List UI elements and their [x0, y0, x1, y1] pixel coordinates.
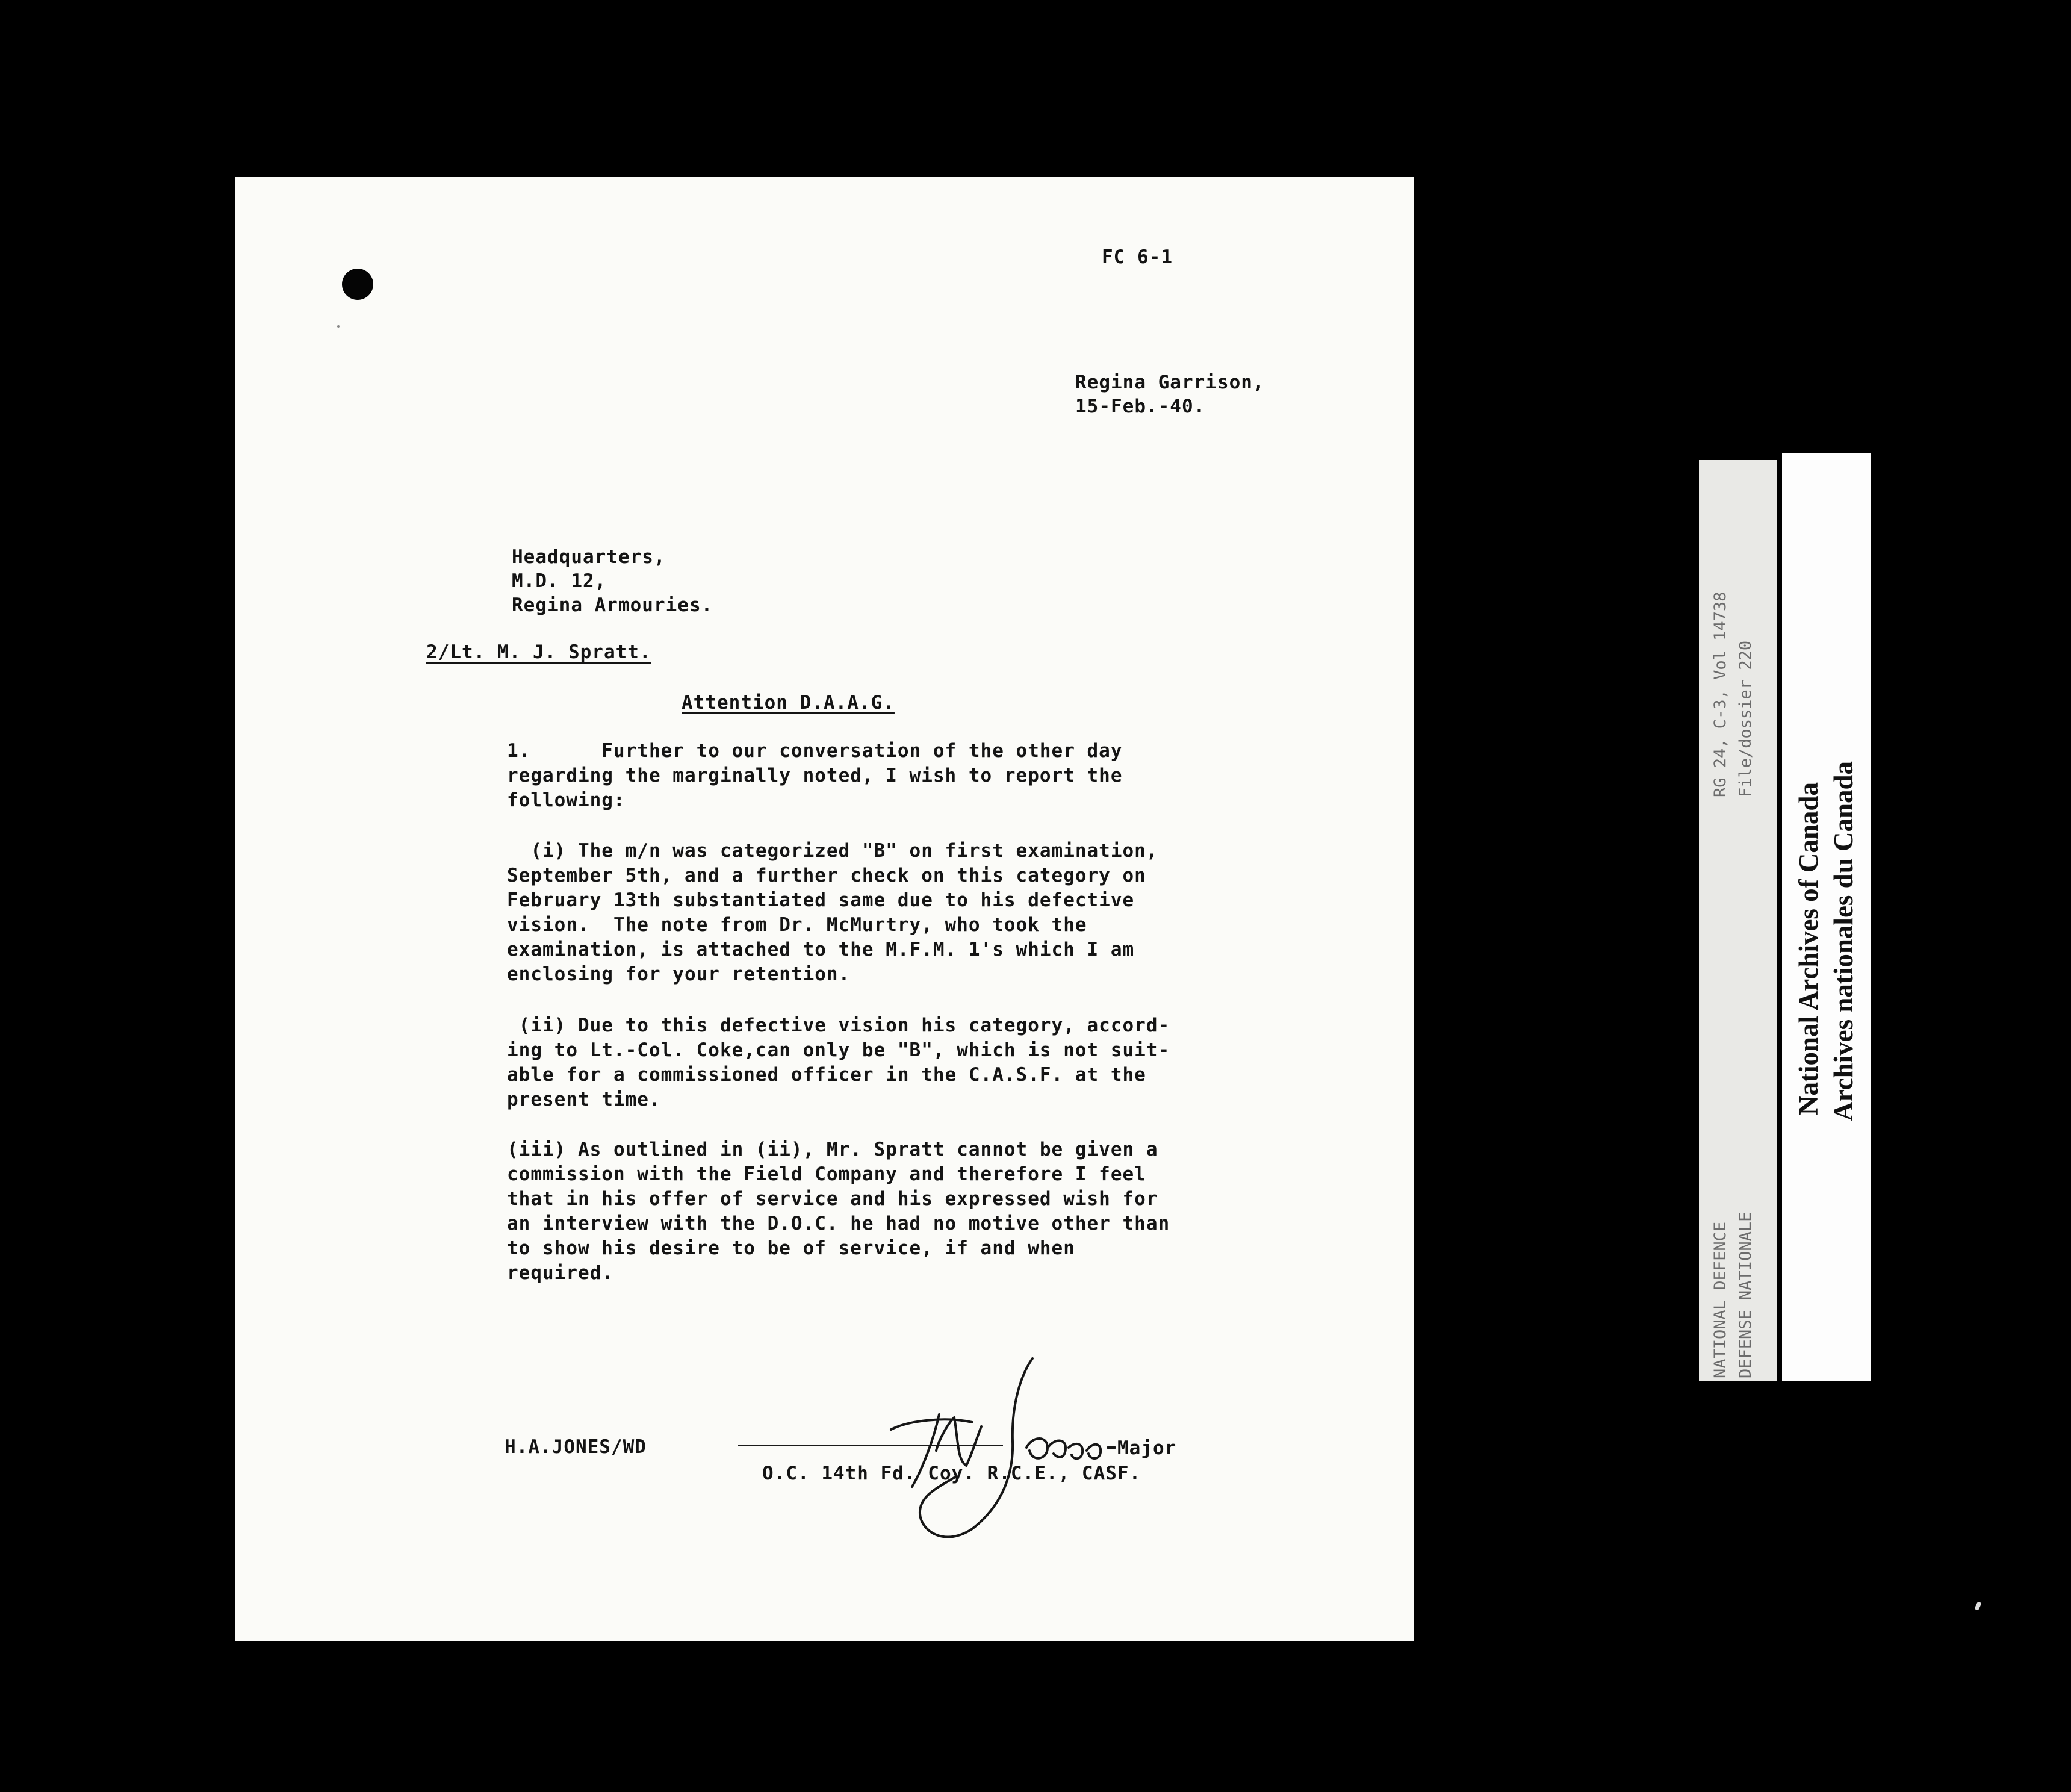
attention-line: Attention D.A.A.G. — [682, 692, 895, 714]
paragraph-line: (iii) As outlined in (ii), Mr. Spratt cannot be given a — [507, 1139, 1158, 1160]
reference-initials: H.A.JONES/WD — [505, 1436, 647, 1458]
paragraph-line: examination, is attached to the M.F.M. 1's which I am — [507, 939, 1135, 960]
archive-stamp-strip — [1782, 453, 1871, 1381]
dust-speck — [1974, 1601, 1981, 1611]
paragraph-line: vision. The note from Dr. McMurtry, who took the — [507, 914, 1087, 936]
paragraph-line: required. — [507, 1262, 613, 1284]
paragraph-line: September 5th, and a further check on this category on — [507, 865, 1146, 886]
paragraph-line: February 13th substantiated same due to his defective — [507, 889, 1135, 911]
address-line: M.D. 12, — [512, 570, 607, 592]
paragraph-line: able for a commissioned officer in the C.A.S.F. at the — [507, 1064, 1146, 1086]
paragraph-line: following: — [507, 789, 626, 811]
paragraph-line: to show his desire to be of service, if and when — [507, 1237, 1075, 1259]
paragraph-line: (ii) Due to this defective vision his category, accord- — [507, 1015, 1170, 1036]
subject-line: 2/Lt. M. J. Spratt. — [426, 641, 651, 663]
signature-title: O.C. 14th Fd. Coy. R.C.E., CASF. — [762, 1463, 1141, 1484]
punch-hole — [342, 269, 373, 300]
archives-name-english: National Archives of Canada — [1793, 782, 1824, 1115]
department-english: NATIONAL DEFENCE — [1711, 1221, 1730, 1378]
address-line: Headquarters, — [512, 546, 666, 568]
handwritten-signature — [849, 1351, 1126, 1550]
paragraph-line: commission with the Field Company and therefore I feel — [507, 1163, 1146, 1185]
file-reference: FC 6-1 — [1102, 246, 1173, 268]
paragraph-line: ing to Lt.-Col. Coke,can only be "B", which is not suit- — [507, 1039, 1170, 1061]
paragraph-line: regarding the marginally noted, I wish to report the — [507, 765, 1123, 786]
paragraph-line: an interview with the D.O.C. he had no motive other than — [507, 1213, 1170, 1234]
signature-rank: Major — [1117, 1437, 1177, 1459]
paragraph-line: (i) The m/n was categorized "B" on first examination, — [507, 840, 1158, 862]
archive-file: File/dossier 220 — [1736, 640, 1755, 797]
department-french: DEFENSE NATIONALE — [1736, 1212, 1755, 1378]
date: 15-Feb.-40. — [1075, 396, 1206, 417]
paragraph-line: enclosing for your retention. — [507, 963, 851, 985]
paragraph-line: present time. — [507, 1089, 661, 1110]
archive-label-strip — [1699, 460, 1777, 1381]
address-line: Regina Armouries. — [512, 594, 713, 616]
archive-reference: RG 24, C-3, Vol 14738 — [1711, 591, 1730, 797]
place: Regina Garrison, — [1075, 372, 1265, 393]
letter-sheet — [235, 177, 1414, 1641]
paragraph-line: 1. Further to our conversation of the other day — [507, 740, 1123, 762]
archives-name-french: Archives nationales du Canada — [1828, 761, 1858, 1121]
paragraph-line: that in his offer of service and his expressed wish for — [507, 1188, 1158, 1210]
